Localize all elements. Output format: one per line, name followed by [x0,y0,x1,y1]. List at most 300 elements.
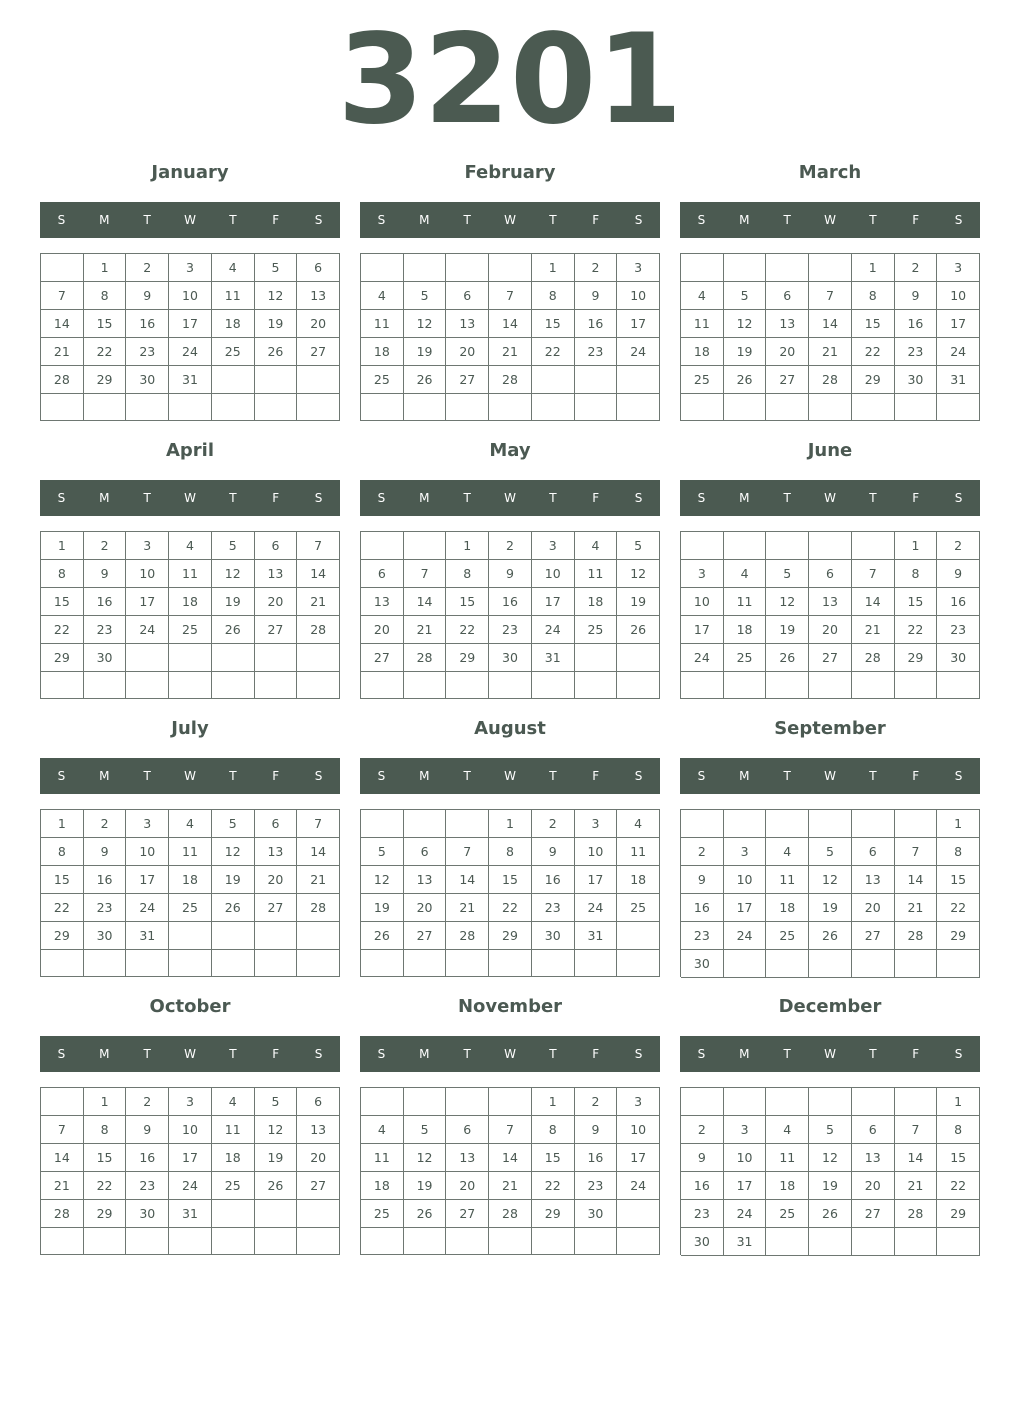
empty-day-cell [361,950,404,977]
day-cell: 2 [84,532,127,560]
weekday-label: T [463,1047,471,1061]
day-cell: 6 [255,810,298,838]
empty-day-cell [575,644,618,672]
day-cell: 1 [852,254,895,282]
day-cell: 3 [169,254,212,282]
day-cell: 27 [255,616,298,644]
day-cell: 28 [809,366,852,394]
day-cell: 15 [937,1144,980,1172]
day-cell: 4 [575,532,618,560]
weekday-label: T [783,1047,791,1061]
weekday-label: S [377,1047,386,1061]
day-cell: 18 [361,1172,404,1200]
day-cell: 27 [852,1200,895,1228]
day-cell: 26 [212,894,255,922]
weekday-label: F [592,491,600,505]
day-cell: 1 [84,1088,127,1116]
weekday-label: S [634,769,643,783]
day-cell: 20 [255,866,298,894]
day-cell: 14 [41,1144,84,1172]
day-cell: 29 [937,922,980,950]
day-cell: 23 [575,338,618,366]
day-cell: 28 [41,1200,84,1228]
empty-day-cell [575,1228,618,1255]
day-cell: 22 [41,894,84,922]
day-cell: 17 [617,310,660,338]
empty-day-cell [169,950,212,977]
empty-day-cell [84,1228,127,1255]
weekday-label: T [229,769,237,783]
empty-day-cell [404,672,447,699]
day-cell: 4 [724,560,767,588]
day-cell: 14 [895,1144,938,1172]
year-title: 3201 [337,8,683,152]
empty-day-cell [724,810,767,838]
weekday-label: S [314,491,323,505]
empty-day-cell [766,254,809,282]
day-cell: 6 [404,838,447,866]
day-cell: 22 [852,338,895,366]
day-cell: 24 [937,338,980,366]
empty-day-cell [895,810,938,838]
weekday-header [680,758,980,794]
day-cell: 27 [766,366,809,394]
day-cell: 14 [297,838,340,866]
day-cell: 7 [446,838,489,866]
day-cell: 9 [532,838,575,866]
day-cell: 2 [84,810,127,838]
day-cell: 30 [84,922,127,950]
weekday-label: T [143,491,151,505]
day-cell: 23 [489,616,532,644]
day-cell: 13 [809,588,852,616]
day-cell: 10 [937,282,980,310]
day-cell: 15 [84,310,127,338]
day-cell: 8 [84,1116,127,1144]
day-cell: 11 [212,282,255,310]
weekday-label: T [783,491,791,505]
day-cell: 5 [724,282,767,310]
day-cell: 25 [361,1200,404,1228]
empty-day-cell [446,1228,489,1255]
day-cell: 25 [212,1172,255,1200]
day-cell: 22 [84,1172,127,1200]
day-grid [360,253,660,421]
empty-day-cell [681,810,724,838]
day-grid [360,809,660,977]
day-cell: 15 [84,1144,127,1172]
day-cell: 28 [41,366,84,394]
day-cell: 11 [212,1116,255,1144]
empty-day-cell [446,254,489,282]
day-cell: 12 [361,866,404,894]
day-cell: 30 [681,950,724,978]
empty-day-cell [809,950,852,978]
day-cell: 14 [446,866,489,894]
empty-day-cell [212,672,255,699]
day-cell: 23 [895,338,938,366]
weekday-label: T [463,491,471,505]
day-grid [360,531,660,699]
day-cell: 30 [84,644,127,672]
empty-day-cell [766,672,809,699]
day-cell: 16 [126,1144,169,1172]
empty-day-cell [404,1228,447,1255]
day-cell: 29 [852,366,895,394]
day-cell: 28 [489,366,532,394]
day-cell: 15 [852,310,895,338]
empty-day-cell [852,672,895,699]
day-cell: 15 [41,866,84,894]
weekday-label: S [954,1047,963,1061]
day-cell: 21 [41,1172,84,1200]
weekday-label: W [184,491,196,505]
day-cell: 30 [681,1228,724,1256]
day-cell: 16 [126,310,169,338]
day-cell: 22 [489,894,532,922]
month-title: October [149,996,231,1017]
weekday-header [680,202,980,238]
day-cell: 21 [895,1172,938,1200]
weekday-label: T [783,213,791,227]
day-cell: 30 [895,366,938,394]
day-cell: 25 [681,366,724,394]
day-cell: 12 [724,310,767,338]
day-cell: 14 [404,588,447,616]
day-cell: 4 [169,810,212,838]
day-cell: 19 [809,894,852,922]
empty-day-cell [404,950,447,977]
weekday-label: T [463,769,471,783]
weekday-label: M [739,213,750,227]
day-cell: 18 [617,866,660,894]
empty-day-cell [766,810,809,838]
month-title: August [474,718,546,739]
empty-day-cell [489,394,532,421]
day-cell: 4 [212,254,255,282]
weekday-label: S [697,1047,706,1061]
weekday-label: W [824,491,836,505]
day-cell: 11 [169,838,212,866]
weekday-label: W [504,1047,516,1061]
day-cell: 14 [41,310,84,338]
weekday-label: M [99,491,110,505]
empty-day-cell [126,672,169,699]
day-cell: 31 [532,644,575,672]
empty-day-cell [617,672,660,699]
day-cell: 24 [169,1172,212,1200]
empty-day-cell [724,950,767,978]
day-cell: 5 [809,1116,852,1144]
empty-day-cell [724,532,767,560]
empty-day-cell [937,950,980,978]
day-cell: 21 [489,338,532,366]
day-cell: 9 [126,282,169,310]
day-cell: 9 [681,866,724,894]
empty-day-cell [937,394,980,421]
day-cell: 11 [617,838,660,866]
day-grid [680,253,980,421]
weekday-label: T [549,213,557,227]
day-cell: 1 [41,532,84,560]
day-cell: 11 [681,310,724,338]
day-cell: 2 [937,532,980,560]
day-cell: 10 [617,1116,660,1144]
day-cell: 10 [169,282,212,310]
day-cell: 16 [84,588,127,616]
day-cell: 13 [297,1116,340,1144]
day-cell: 3 [575,810,618,838]
day-cell: 3 [617,1088,660,1116]
day-cell: 29 [895,644,938,672]
empty-day-cell [681,254,724,282]
day-cell: 21 [852,616,895,644]
day-cell: 3 [532,532,575,560]
day-cell: 6 [446,282,489,310]
empty-day-cell [212,950,255,977]
day-cell: 13 [446,1144,489,1172]
day-cell: 4 [361,282,404,310]
empty-day-cell [212,644,255,672]
day-cell: 27 [446,1200,489,1228]
weekday-label: F [592,213,600,227]
day-cell: 24 [126,894,169,922]
empty-day-cell [809,1228,852,1256]
day-cell: 2 [681,838,724,866]
weekday-label: M [419,213,430,227]
day-cell: 5 [404,1116,447,1144]
day-cell: 12 [404,310,447,338]
day-cell: 22 [937,1172,980,1200]
day-cell: 26 [255,1172,298,1200]
empty-day-cell [212,1200,255,1228]
empty-day-cell [41,1088,84,1116]
day-cell: 31 [169,366,212,394]
empty-day-cell [489,1088,532,1116]
empty-day-cell [617,1200,660,1228]
day-cell: 8 [937,838,980,866]
day-cell: 1 [532,1088,575,1116]
month-title: April [165,440,215,461]
day-cell: 7 [895,1116,938,1144]
day-cell: 17 [126,588,169,616]
day-cell: 26 [617,616,660,644]
weekday-label: F [272,1047,280,1061]
day-cell: 22 [84,338,127,366]
empty-day-cell [895,672,938,699]
empty-day-cell [937,672,980,699]
empty-day-cell [255,950,298,977]
day-cell: 19 [404,338,447,366]
day-cell: 10 [681,588,724,616]
day-cell: 7 [895,838,938,866]
empty-day-cell [617,394,660,421]
day-cell: 26 [255,338,298,366]
empty-day-cell [532,672,575,699]
day-cell: 13 [852,1144,895,1172]
weekday-label: M [419,769,430,783]
empty-day-cell [446,672,489,699]
day-cell: 26 [766,644,809,672]
weekday-label: M [419,491,430,505]
weekday-header [40,1036,340,1072]
day-cell: 23 [126,338,169,366]
day-grid [40,253,340,421]
day-cell: 5 [255,1088,298,1116]
day-cell: 27 [361,644,404,672]
day-cell: 11 [766,1144,809,1172]
day-cell: 3 [724,1116,767,1144]
day-cell: 15 [532,1144,575,1172]
month-title: November [457,996,563,1017]
day-cell: 8 [41,560,84,588]
weekday-label: T [549,491,557,505]
day-cell: 8 [41,838,84,866]
day-cell: 9 [84,838,127,866]
day-cell: 30 [489,644,532,672]
weekday-label: T [143,769,151,783]
empty-day-cell [255,366,298,394]
day-cell: 23 [575,1172,618,1200]
day-cell: 20 [766,338,809,366]
empty-day-cell [575,366,618,394]
weekday-label: S [314,1047,323,1061]
weekday-label: T [143,1047,151,1061]
day-cell: 12 [255,1116,298,1144]
empty-day-cell [724,254,767,282]
empty-day-cell [446,394,489,421]
empty-day-cell [255,394,298,421]
day-cell: 17 [169,1144,212,1172]
day-cell: 8 [937,1116,980,1144]
day-cell: 25 [724,644,767,672]
month-title: March [798,162,862,183]
day-cell: 13 [852,866,895,894]
day-cell: 15 [532,310,575,338]
empty-day-cell [126,950,169,977]
weekday-header [680,480,980,516]
empty-day-cell [255,1228,298,1255]
day-cell: 7 [41,1116,84,1144]
day-cell: 19 [212,866,255,894]
day-cell: 8 [852,282,895,310]
day-cell: 21 [41,338,84,366]
day-cell: 24 [617,338,660,366]
day-cell: 9 [489,560,532,588]
day-cell: 11 [575,560,618,588]
empty-day-cell [404,394,447,421]
empty-day-cell [255,672,298,699]
day-cell: 16 [575,310,618,338]
day-cell: 18 [766,894,809,922]
day-cell: 29 [489,922,532,950]
weekday-label: W [184,769,196,783]
weekday-label: T [463,213,471,227]
weekday-label: T [783,769,791,783]
empty-day-cell [809,254,852,282]
day-cell: 4 [617,810,660,838]
day-grid [360,1087,660,1255]
day-cell: 18 [681,338,724,366]
empty-day-cell [532,1228,575,1255]
empty-day-cell [489,672,532,699]
day-cell: 24 [532,616,575,644]
day-cell: 9 [895,282,938,310]
day-cell: 19 [404,1172,447,1200]
day-cell: 3 [169,1088,212,1116]
empty-day-cell [617,950,660,977]
day-cell: 8 [446,560,489,588]
day-cell: 20 [297,1144,340,1172]
day-cell: 12 [255,282,298,310]
day-cell: 12 [404,1144,447,1172]
empty-day-cell [361,1228,404,1255]
month-title: July [171,718,209,739]
day-cell: 12 [212,560,255,588]
empty-day-cell [895,1228,938,1256]
weekday-label: T [869,213,877,227]
month-title: December [778,996,882,1017]
weekday-header [360,202,660,238]
weekday-label: S [634,213,643,227]
empty-day-cell [404,254,447,282]
weekday-label: F [912,213,920,227]
weekday-label: S [57,769,66,783]
day-cell: 30 [575,1200,618,1228]
day-cell: 22 [937,894,980,922]
day-cell: 1 [895,532,938,560]
day-cell: 7 [489,282,532,310]
empty-day-cell [489,1228,532,1255]
day-cell: 23 [937,616,980,644]
empty-day-cell [169,922,212,950]
day-cell: 27 [297,338,340,366]
day-cell: 18 [212,1144,255,1172]
empty-day-cell [297,1200,340,1228]
empty-day-cell [446,1088,489,1116]
day-cell: 25 [766,1200,809,1228]
day-cell: 30 [126,366,169,394]
weekday-label: F [912,491,920,505]
day-cell: 3 [937,254,980,282]
day-cell: 26 [809,1200,852,1228]
day-cell: 4 [212,1088,255,1116]
day-cell: 6 [446,1116,489,1144]
weekday-header [360,758,660,794]
day-cell: 17 [575,866,618,894]
day-cell: 18 [212,310,255,338]
empty-day-cell [361,810,404,838]
day-cell: 8 [895,560,938,588]
day-cell: 19 [361,894,404,922]
empty-day-cell [169,1228,212,1255]
day-cell: 20 [809,616,852,644]
empty-day-cell [852,394,895,421]
empty-day-cell [212,366,255,394]
day-cell: 6 [361,560,404,588]
day-cell: 19 [766,616,809,644]
month-title: February [464,162,556,183]
day-cell: 3 [724,838,767,866]
weekday-label: M [99,1047,110,1061]
empty-day-cell [297,922,340,950]
day-cell: 27 [404,922,447,950]
empty-day-cell [446,810,489,838]
day-cell: 31 [126,922,169,950]
day-cell: 11 [724,588,767,616]
empty-day-cell [41,1228,84,1255]
empty-day-cell [766,1228,809,1256]
